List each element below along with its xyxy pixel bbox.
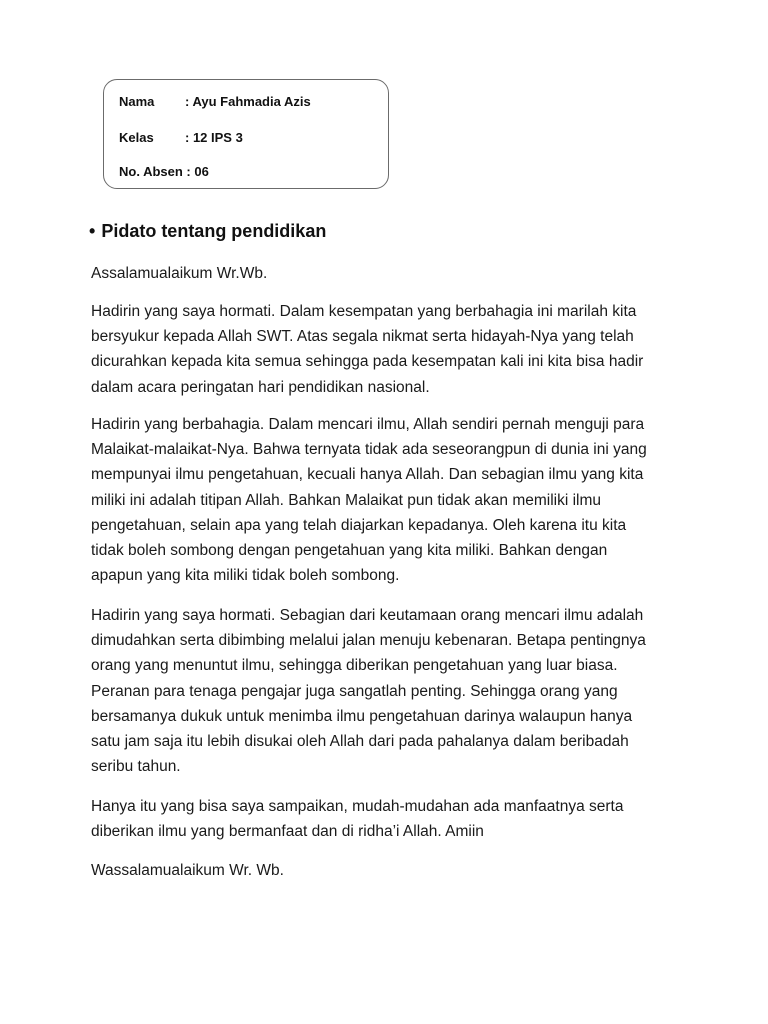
- paragraph-line: Hadirin yang berbahagia. Dalam mencari ilmu, Allah sendiri pernah menguji para: [91, 416, 645, 433]
- paragraph-line: pengetahuan, selain apa yang telah diajarkan kepadanya. Oleh karena itu kita: [91, 516, 627, 534]
- name-row: [119, 94, 311, 109]
- paragraph-line: mempunyai ilmu pengetahuan, kecuali hanya Allah. Dan sebagian ilmu yang kita: [91, 466, 644, 484]
- paragraph-line: Peranan para tenaga pengajar juga sangatlah penting. Sehingga orang yang: [91, 682, 618, 700]
- paragraph-1: [91, 299, 691, 400]
- name-label: Nama: [119, 94, 155, 109]
- class-label: Kelas: [119, 130, 154, 145]
- paragraph-4: [91, 794, 691, 844]
- paragraph-line: orang yang menuntut ilmu, sehingga diberikan pengetahuan yang luar biasa.: [91, 657, 618, 675]
- paragraph-line: miliki ini adalah titipan Allah. Bahkan Malaikat pun tidak akan memiliki ilmu: [91, 491, 602, 509]
- paragraph-line: dimudahkan serta dibimbing melalui jalan menuju kebenaran. Betapa pentingnya: [91, 632, 646, 650]
- paragraph-line: seribu tahun.: [91, 758, 181, 776]
- paragraph-2: [91, 412, 691, 588]
- paragraph-line: diberikan ilmu yang bermanfaat dan di ridha’i Allah. Amiin: [91, 823, 484, 841]
- class-value: : 12 IPS 3: [185, 130, 243, 145]
- paragraph-line: bersyukur kepada Allah SWT. Atas segala nikmat serta hidayah-Nya yang telah: [91, 328, 634, 346]
- greeting-text: Assalamualaikum Wr.Wb.: [91, 265, 268, 282]
- absen-text: No. Absen : 06: [119, 164, 209, 179]
- student-info-box: [103, 79, 389, 189]
- document-heading: [89, 221, 326, 242]
- heading-title: Pidato tentang pendidikan: [101, 221, 327, 241]
- closing-text: Wassalamualaikum Wr. Wb.: [91, 862, 284, 879]
- class-row: [119, 130, 243, 145]
- paragraph-line: dalam acara peringatan hari pendidikan nasional.: [91, 378, 430, 396]
- paragraph-line: apapun yang kita miliki tidak boleh sombong.: [91, 567, 400, 585]
- paragraph-line: Hadirin yang saya hormati. Dalam kesempatan yang berbahagia ini marilah kita: [91, 303, 637, 320]
- paragraph-line: tidak boleh sombong dengan pengetahuan yang kita miliki. Bahkan dengan: [91, 542, 608, 560]
- name-value: : Ayu Fahmadia Azis: [185, 94, 311, 109]
- paragraph-line: bersamanya dukuk untuk menimba ilmu pengetahuan darinya walaupun hanya: [91, 707, 633, 725]
- paragraph-line: Hadirin yang saya hormati. Sebagian dari keutamaan orang mencari ilmu adalah: [91, 607, 644, 624]
- paragraph-line: Hanya itu yang bisa saya sampaikan, mudah-mudahan ada manfaatnya serta: [91, 798, 624, 815]
- paragraph-line: satu jam saja itu lebih disukai oleh Allah dari pada pahalanya dalam beribadah: [91, 733, 629, 751]
- paragraph-3: [91, 603, 691, 779]
- absen-row: [119, 164, 209, 179]
- bullet-icon: •: [89, 221, 96, 241]
- paragraph-line: Malaikat-malaikat-Nya. Bahwa ternyata tidak ada seseorangpun di dunia ini yang: [91, 441, 647, 459]
- paragraph-line: dicurahkan kepada kita semua sehingga pada kesempatan kali ini kita bisa hadir: [91, 353, 644, 371]
